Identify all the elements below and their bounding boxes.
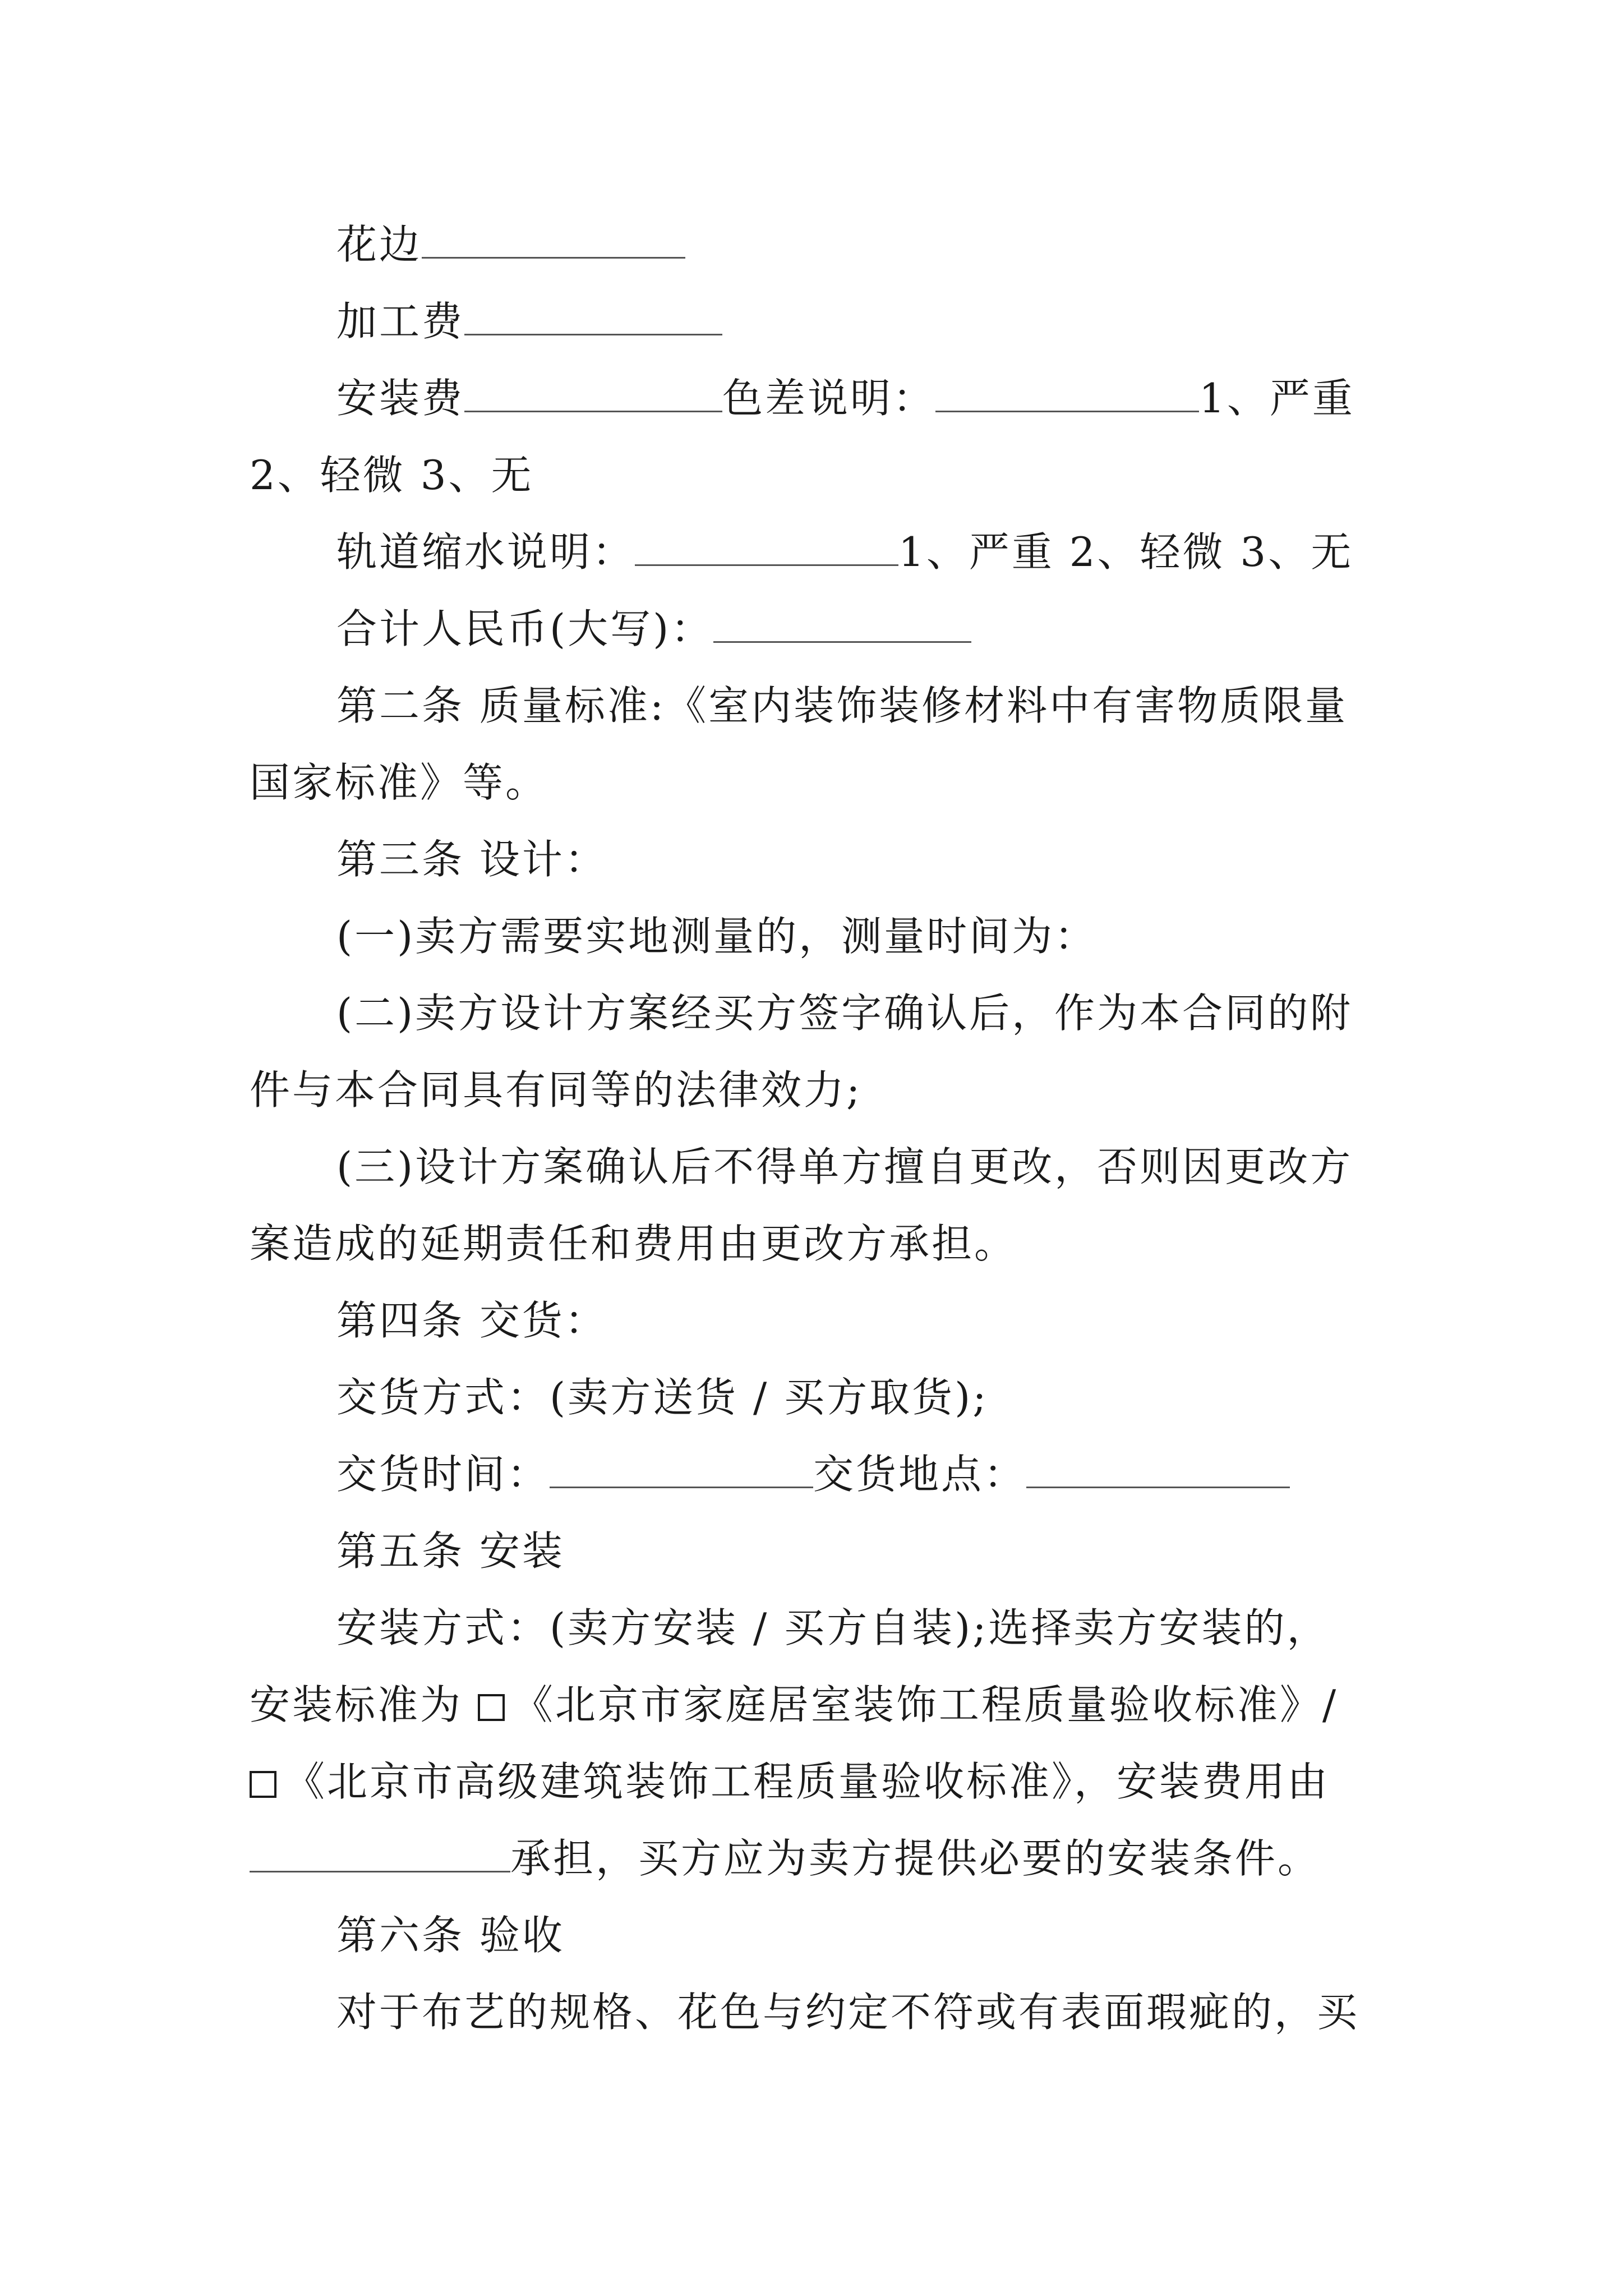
article-3-item-3-line-2: 案造成的延期责任和费用由更改方承担。: [250, 1220, 1017, 1267]
install-cost-bearer-text: 承担，买方应为卖方提供必要的安装条件。: [510, 1835, 1321, 1882]
track-shrink-line: [336, 524, 1353, 580]
article-3-item-2-line-1: (二)卖方设计方案经买方签字确认后，作为本合同的附: [336, 990, 1353, 1037]
install-fee-color-diff-line: [336, 370, 1355, 426]
delivery-method-line: 交货方式：(卖方送货 / 买方取货);: [336, 1374, 989, 1421]
acceptance-paragraph-line-1: 对于布艺的规格、花色与约定不符或有表面瑕疵的，买: [336, 1989, 1360, 2036]
lace-blank[interactable]: [422, 218, 685, 259]
article-6-heading: 第六条 验收: [336, 1912, 565, 1959]
article-3-item-1: (一)卖方需要实地测量的，测量时间为：: [336, 913, 1098, 960]
article-2-line-1: 第二条 质量标准:《室内装饰装修材料中有害物质限量: [336, 682, 1348, 729]
delivery-time-blank[interactable]: [550, 1447, 813, 1488]
beijing-advanced-standard-checkbox[interactable]: [250, 1771, 276, 1798]
delivery-time-place-line: [336, 1446, 1290, 1502]
lace-label: 花边: [336, 221, 422, 268]
article-5-heading: 第五条 安装: [336, 1527, 565, 1575]
beijing-advanced-standard-text: 《北京市高级建筑装饰工程质量验收标准》，安装费用由: [284, 1758, 1330, 1805]
beijing-home-standard-text: 《北京市家庭居室装饰工程质量验收标准》/: [512, 1681, 1339, 1728]
install-fee-blank[interactable]: [464, 371, 722, 412]
processing-fee-label: 加工费: [336, 298, 465, 345]
track-shrink-blank[interactable]: [635, 525, 898, 566]
article-4-heading: 第四条 交货：: [336, 1297, 607, 1344]
article-3-item-3-line-1: (三)设计方案确认后不得单方擅自更改，否则因更改方: [336, 1143, 1353, 1190]
beijing-home-standard-checkbox[interactable]: [478, 1694, 505, 1721]
processing-fee-field: [336, 293, 722, 349]
total-rmb-line: [336, 601, 971, 657]
install-cost-bearer-blank[interactable]: [250, 1832, 510, 1872]
color-diff-blank[interactable]: [935, 371, 1199, 412]
delivery-place-label: 交货地点：: [813, 1451, 1027, 1498]
track-shrink-label: 轨道缩水说明：: [336, 528, 635, 576]
install-standard-line-2: [250, 1754, 1330, 1810]
delivery-place-blank[interactable]: [1026, 1447, 1290, 1488]
install-standard-prefix: 安装标准为: [250, 1681, 463, 1728]
article-3-item-2-line-2: 件与本合同具有同等的法律效力;: [250, 1066, 863, 1114]
color-diff-options-end: 2、轻微 3、无: [250, 452, 534, 499]
article-2-line-2: 国家标准》等。: [250, 759, 548, 806]
color-diff-options-start: 1、严重: [1199, 375, 1355, 422]
total-rmb-blank[interactable]: [713, 602, 971, 643]
article-3-heading: 第三条 设计：: [336, 836, 607, 883]
install-standard-line-1: [250, 1677, 1338, 1733]
color-diff-label: 色差说明：: [722, 375, 936, 422]
install-cost-bearer-line: [250, 1830, 1320, 1887]
track-shrink-options: 1、严重 2、轻微 3、无: [898, 528, 1354, 576]
delivery-time-label: 交货时间：: [336, 1451, 550, 1498]
install-fee-label: 安装费: [336, 375, 465, 422]
install-method-line: 安装方式：(卖方安装 / 买方自装);选择卖方安装的，: [336, 1604, 1330, 1651]
total-rmb-label: 合计人民币(大写)：: [336, 605, 714, 652]
processing-fee-blank[interactable]: [464, 295, 722, 335]
lace-field: [336, 217, 685, 273]
